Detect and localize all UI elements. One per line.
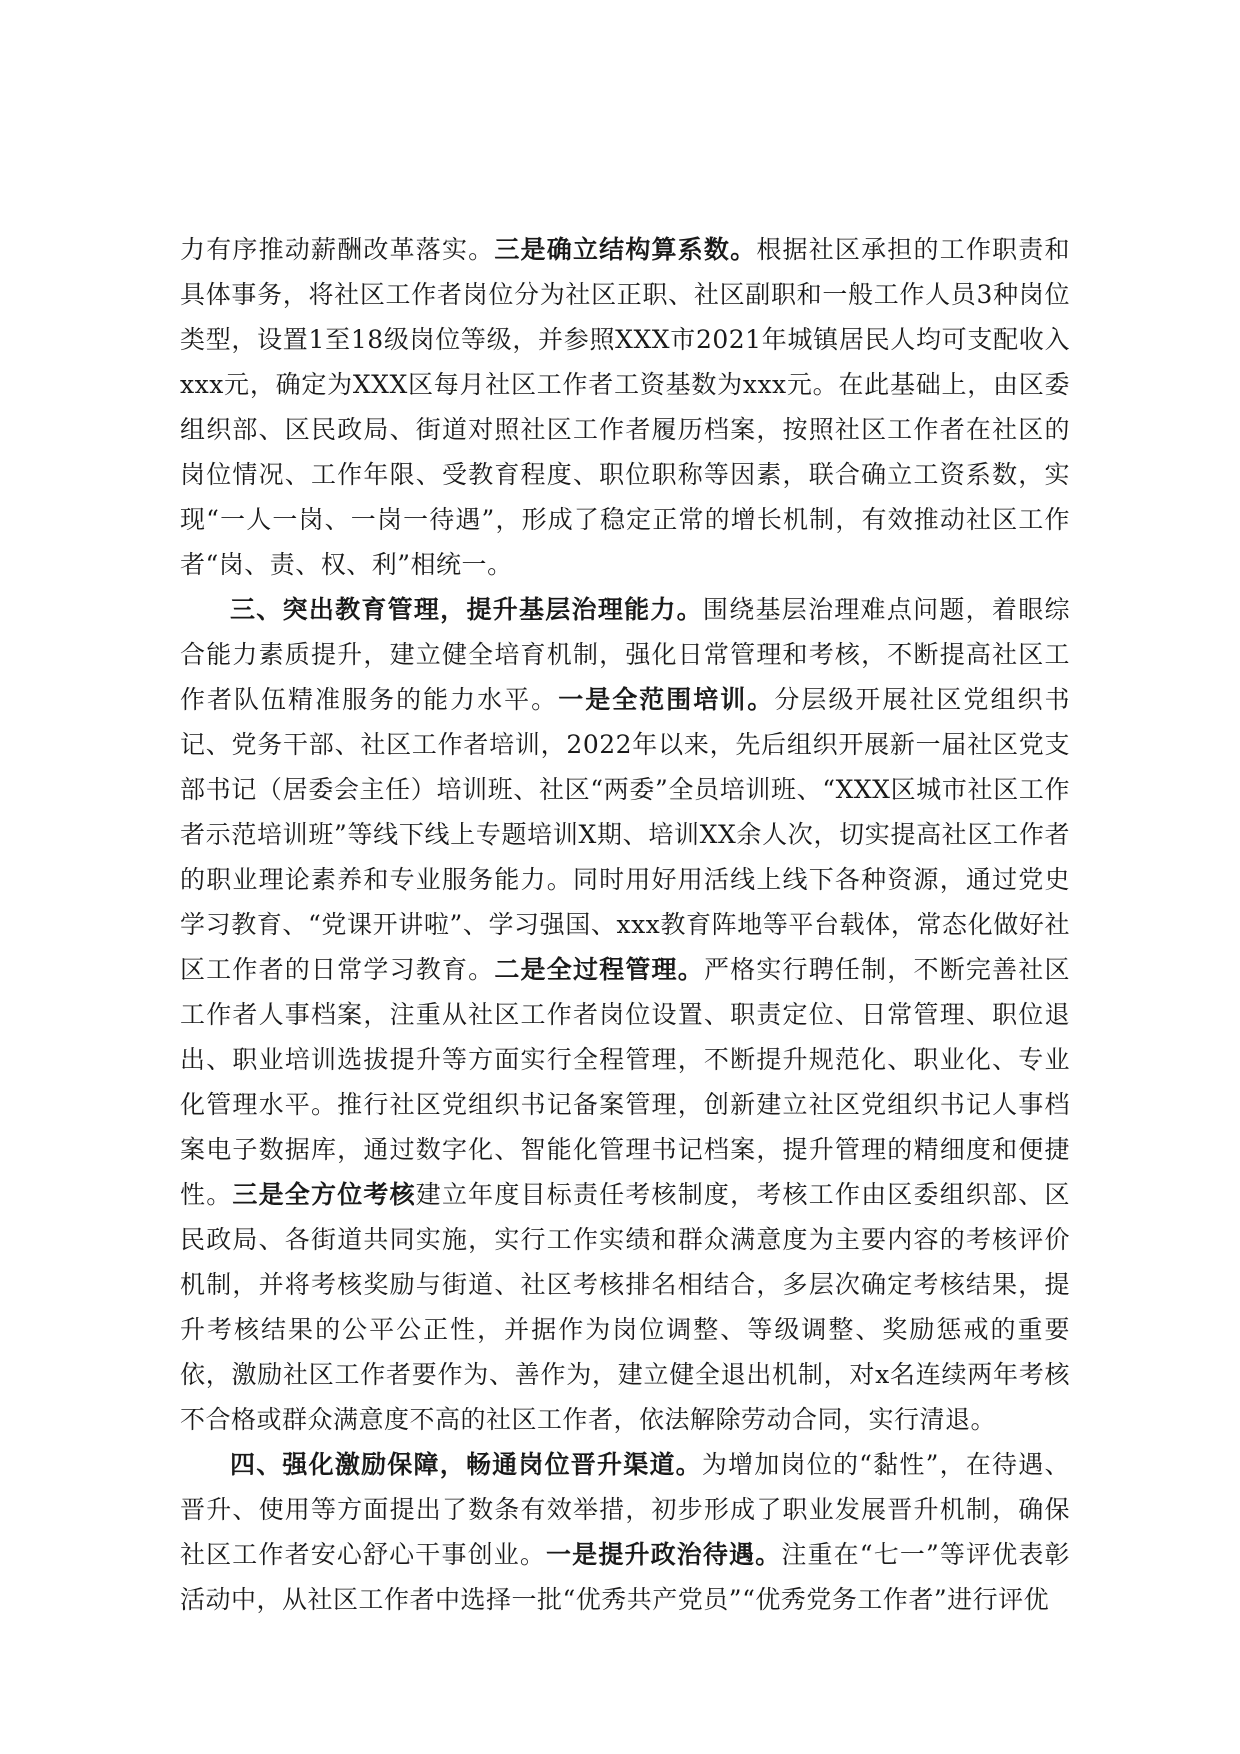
text-run: 注重在“七一”等评优表彰活动中，从社区工作者中选择一批“优秀共产党员”“优秀党务工作者”进行评优: [180, 1540, 1070, 1614]
section-heading: 四、强化激励保障，畅通岗位晋升渠道。: [230, 1450, 702, 1479]
text-run: 分层级开展社区党组织书记、党务干部、社区工作者培训，2022年以来，先后组织开展新一届社区党支部书记（居委会主任）培训班、社区“两委”全员培训班、“XXX区城市社区工作者示范培训班”等线下线上专题培训X期、培训XX余人次，切实提高社区工作者的职业理论素养和专业服务能力。同时用好用活线上线下各种资源，通过党史学习教育、“党课开讲啦”、学习强国、xxx教育阵地等平台载体，常态化做好社区工作者的日常学习教育。: [180, 685, 1070, 984]
text-run: 建立年度目标责任考核制度，考核工作由区委组织部、区民政局、各街道共同实施，实行工作实绩和群众满意度为主要内容的考核评价机制，并将考核奖励与街道、社区考核排名相结合，多层次确定考核结果，提升考核结果的公平公正性，并据作为岗位调整、等级调整、奖励惩戒的重要依，激励社区工作者要作为、善作为，建立健全退出机制，对x名连续两年考核不合格或群众满意度不高的社区工作者，依法解除劳动合同，实行清退。: [180, 1180, 1070, 1434]
paragraph-section-four: [180, 1442, 1070, 1622]
document-body: [180, 227, 1070, 1622]
bold-heading-run: 三是确立结构算系数。: [494, 235, 757, 264]
bold-heading-run: 三是全方位考核: [232, 1180, 416, 1209]
text-run: 严格实行聘任制，不断完善社区工作者人事档案，注重从社区工作者岗位设置、职责定位、日常管理、职位退出、职业培训选拔提升等方面实行全程管理，不断提升规范化、职业化、专业化管理水平。推行社区党组织书记备案管理，创新建立社区党组织书记人事档案电子数据库，通过数字化、智能化管理书记档案，提升管理的精细度和便捷性。: [180, 955, 1070, 1209]
text-run: 根据社区承担的工作职责和具体事务，将社区工作者岗位分为社区正职、社区副职和一般工作人员3种岗位类型，设置1至18级岗位等级，并参照XXX市2021年城镇居民人均可支配收入xxx元，确定为XXX区每月社区工作者工资基数为xxx元。在此基础上，由区委组织部、区民政局、街道对照社区工作者履历档案，按照社区工作者在社区的岗位情况、工作年限、受教育程度、职位职称等因素，联合确立工资系数，实现“一人一岗、一岗一待遇”，形成了稳定正常的增长机制，有效推动社区工作者“岗、责、权、利”相统一。: [180, 235, 1070, 579]
text-run: 为增加岗位的“黏性”，在待遇、晋升、使用等方面提出了数条有效举措，初步形成了职业发展晋升机制，确保社区工作者安心舒心干事创业。: [180, 1450, 1070, 1569]
bold-heading-run: 一是全范围培训。: [558, 685, 775, 714]
text-run: 力有序推动薪酬改革落实。: [180, 235, 495, 264]
bold-heading-run: 一是提升政治待遇。: [546, 1540, 782, 1569]
paragraph-section-three: [180, 587, 1070, 1442]
text-run: 围绕基层治理难点问题，着眼综合能力素质提升，建立健全培育机制，强化日常管理和考核，不断提高社区工作者队伍精准服务的能力水平。: [180, 595, 1070, 714]
section-heading: 三、突出教育管理，提升基层治理能力。: [230, 595, 703, 624]
bold-heading-run: 二是全过程管理。: [494, 955, 704, 984]
paragraph-continuation: [180, 227, 1070, 587]
